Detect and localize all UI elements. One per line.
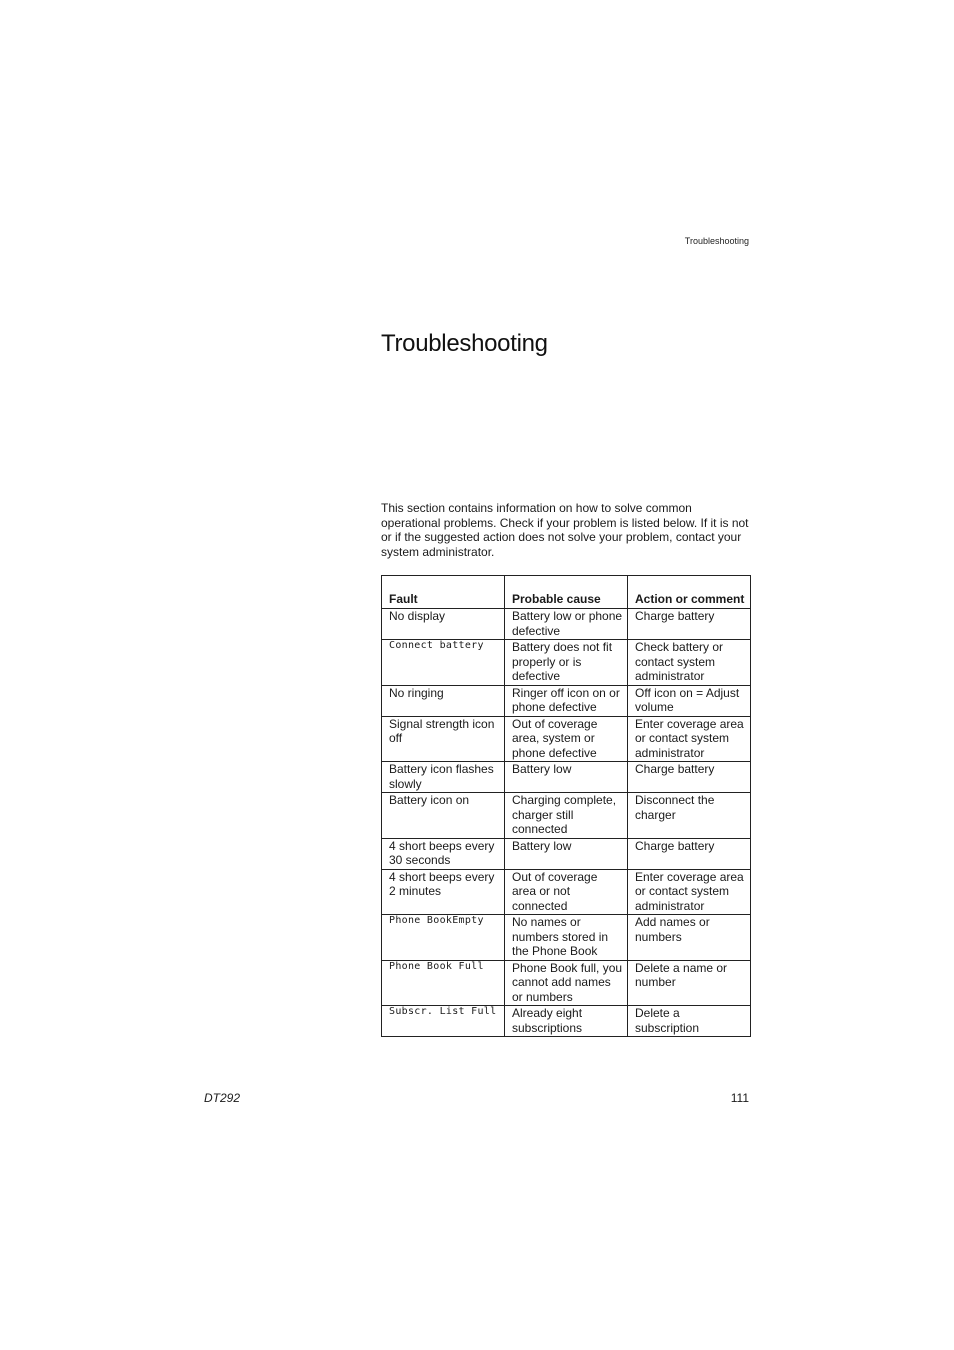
- action-cell: Enter coverage area or contact system administrator: [628, 716, 751, 762]
- fault-cell: No ringing: [382, 685, 505, 716]
- display-message-text: Phone Book Full: [389, 960, 484, 972]
- cause-cell: Phone Book full, you cannot add names or numbers: [505, 960, 628, 1006]
- fault-cell: Signal strength icon off: [382, 716, 505, 762]
- cause-cell: Battery low: [505, 762, 628, 793]
- cause-cell: Out of coverage area, system or phone defective: [505, 716, 628, 762]
- column-header-cause: Probable cause: [505, 576, 628, 609]
- intro-paragraph: This section contains information on how to solve common operational problems. Check if your problem is listed below. If it is not or if the suggested action does not solve your problem, contact your system administrator.: [381, 501, 749, 559]
- table-row: [382, 838, 751, 869]
- table-body: [382, 609, 751, 1037]
- action-cell: Enter coverage area or contact system administrator: [628, 869, 751, 915]
- table-row: [382, 685, 751, 716]
- cause-cell: Out of coverage area or not connected: [505, 869, 628, 915]
- page-number: 111: [730, 1091, 749, 1105]
- table-header-row: [382, 576, 751, 609]
- footer-model: DT292: [204, 1091, 241, 1105]
- table-row: [382, 793, 751, 839]
- action-cell: Check battery or contact system administrator: [628, 640, 751, 686]
- table-row: [382, 762, 751, 793]
- action-cell: Add names or numbers: [628, 915, 751, 961]
- running-header: Troubleshooting: [684, 236, 749, 246]
- action-cell: Delete a subscription: [628, 1006, 751, 1037]
- table-row: [382, 915, 751, 961]
- fault-cell: No display: [382, 609, 505, 640]
- cause-cell: Ringer off icon on or phone defective: [505, 685, 628, 716]
- display-message-text: Phone BookEmpty: [389, 915, 484, 926]
- column-header-action: Action or comment: [628, 576, 751, 609]
- action-cell: Charge battery: [628, 838, 751, 869]
- fault-cell: Battery icon on: [382, 793, 505, 839]
- action-cell: Disconnect the charger: [628, 793, 751, 839]
- action-cell: Charge battery: [628, 609, 751, 640]
- cause-cell: Battery low: [505, 838, 628, 869]
- cause-cell: Battery low or phone defective: [505, 609, 628, 640]
- fault-cell: [382, 960, 505, 1006]
- table-row: [382, 869, 751, 915]
- table-row: [382, 609, 751, 640]
- cause-cell: Already eight subscriptions: [505, 1006, 628, 1037]
- fault-cell: 4 short beeps every 30 seconds: [382, 838, 505, 869]
- cause-cell: No names or numbers stored in the Phone Book: [505, 915, 628, 961]
- page-title: Troubleshooting: [381, 330, 548, 357]
- table-row: [382, 1006, 751, 1037]
- column-header-fault: Fault: [382, 576, 505, 609]
- fault-cell: Battery icon flashes slowly: [382, 762, 505, 793]
- fault-cell: [382, 640, 505, 686]
- action-cell: Delete a name or number: [628, 960, 751, 1006]
- troubleshooting-table: [381, 575, 751, 1037]
- action-cell: Charge battery: [628, 762, 751, 793]
- fault-cell: [382, 915, 505, 961]
- table-row: [382, 716, 751, 762]
- action-cell: Off icon on = Adjust volume: [628, 685, 751, 716]
- table-row: [382, 640, 751, 686]
- fault-cell: 4 short beeps every 2 minutes: [382, 869, 505, 915]
- cause-cell: Charging complete, charger still connected: [505, 793, 628, 839]
- cause-cell: Battery does not fit properly or is defective: [505, 640, 628, 686]
- fault-cell: [382, 1006, 505, 1037]
- display-message-text: Subscr. List Full: [389, 1006, 497, 1017]
- table-row: [382, 960, 751, 1006]
- display-message-text: Connect battery: [389, 640, 484, 651]
